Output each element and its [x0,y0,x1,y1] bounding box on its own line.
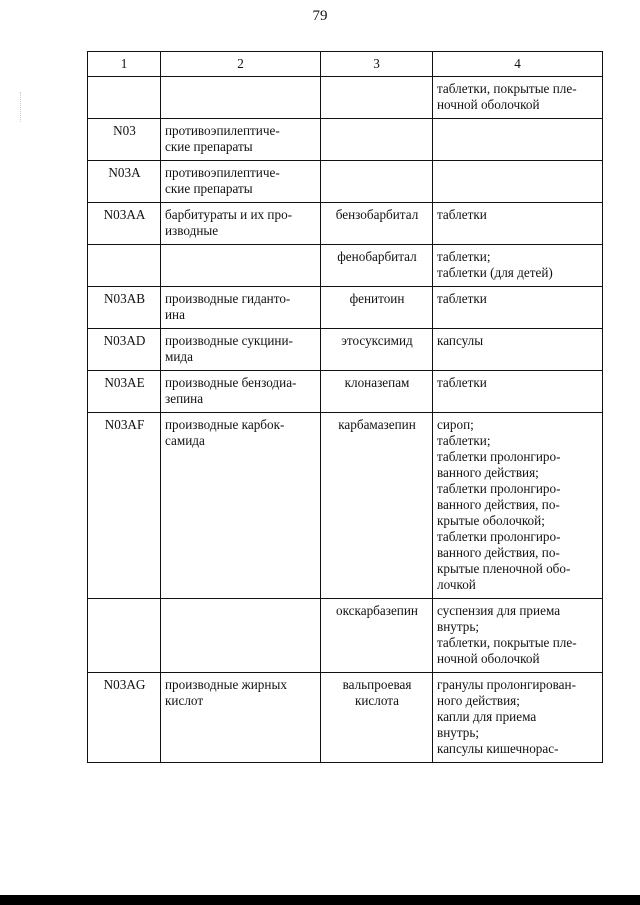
dosage-form-cell: таблетки; таблетки (для детей) [433,245,603,287]
table-row [88,161,603,203]
inn-cell: фенобарбитал [321,245,433,287]
inn-cell: карбамазепин [321,413,433,599]
group-cell: производные жирных кислот [161,673,321,763]
column-header-4: 4 [433,52,603,77]
column-header-1: 1 [88,52,161,77]
code-cell: N03AF [88,413,161,599]
dosage-form-cell: капсулы [433,329,603,371]
code-cell: N03 [88,119,161,161]
inn-cell: этосуксимид [321,329,433,371]
table-body [88,77,603,763]
dosage-form-cell: суспензия для приема внутрь; таблетки, покрытые пле- ночной оболочкой [433,599,603,673]
inn-cell [321,161,433,203]
dosage-form-cell [433,161,603,203]
scan-artifact [20,92,25,122]
table-row [88,203,603,245]
inn-cell: вальпроевая кислота [321,673,433,763]
table-row [88,119,603,161]
dosage-form-cell: гранулы пролонгирован- ного действия; капли для приема внутрь; капсулы кишечнорас- [433,673,603,763]
group-cell: производные карбок- самида [161,413,321,599]
column-header-2: 2 [161,52,321,77]
dosage-form-cell: таблетки, покрытые пле- ночной оболочкой [433,77,603,119]
table-row [88,673,603,763]
code-cell: N03AA [88,203,161,245]
inn-cell [321,77,433,119]
dosage-form-cell: таблетки [433,203,603,245]
group-cell: производные гиданто- ина [161,287,321,329]
dosage-form-cell: таблетки [433,371,603,413]
code-cell: N03AD [88,329,161,371]
group-cell [161,599,321,673]
scan-bottom-edge [0,895,640,905]
table-row [88,599,603,673]
table-row [88,371,603,413]
table-row [88,245,603,287]
code-cell: N03A [88,161,161,203]
dosage-form-cell: таблетки [433,287,603,329]
inn-cell: фенитоин [321,287,433,329]
table-header-row [88,52,603,77]
code-cell: N03AG [88,673,161,763]
inn-cell: клоназепам [321,371,433,413]
table-row [88,287,603,329]
group-cell: барбитураты и их про- изводные [161,203,321,245]
dosage-form-cell [433,119,603,161]
code-cell: N03AB [88,287,161,329]
column-header-3: 3 [321,52,433,77]
table-row [88,77,603,119]
table-row [88,329,603,371]
inn-cell: окскарбазепин [321,599,433,673]
table-row [88,413,603,599]
code-cell: N03AE [88,371,161,413]
code-cell [88,77,161,119]
page-number: 79 [312,8,328,24]
group-cell: производные бензодиа- зепина [161,371,321,413]
inn-cell: бензобарбитал [321,203,433,245]
group-cell: производные сукцини- мида [161,329,321,371]
code-cell [88,245,161,287]
code-cell [88,599,161,673]
group-cell: противоэпилептиче- ские препараты [161,119,321,161]
group-cell [161,77,321,119]
dosage-form-cell: сироп; таблетки; таблетки пролонгиро- ванного действия; таблетки пролонгиро- ванного действия, по- крытые оболочкой; таблетки пролонгиро- ванного действия, по- крытые пленочной обо- лочкой [433,413,603,599]
group-cell [161,245,321,287]
drug-table [87,51,603,763]
inn-cell [321,119,433,161]
group-cell: противоэпилептиче- ские препараты [161,161,321,203]
